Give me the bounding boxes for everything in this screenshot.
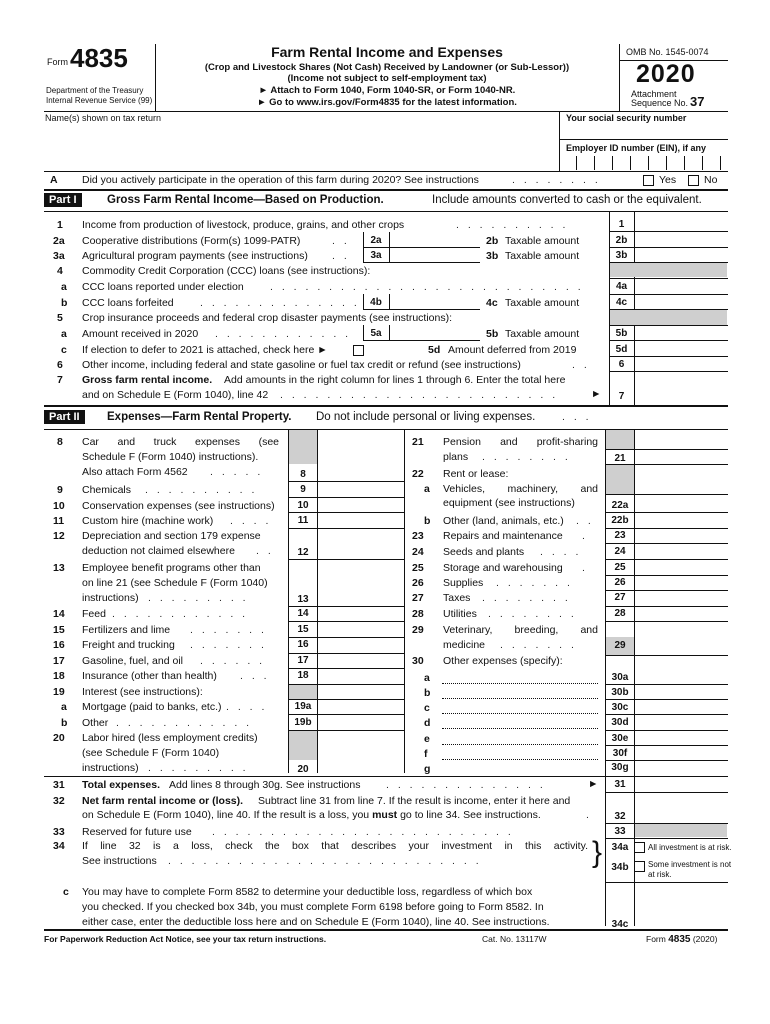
line-34c-amount[interactable] bbox=[635, 913, 727, 927]
line-5d-label: Amount deferred from 2019 bbox=[448, 344, 577, 356]
line-29-label-2: medicine bbox=[443, 639, 486, 651]
line-30-label: Other expenses (specify): bbox=[443, 655, 563, 667]
line-2b-label: Taxable amount bbox=[505, 235, 580, 247]
line-15-amount[interactable] bbox=[318, 622, 404, 636]
line-17-amount[interactable] bbox=[318, 654, 404, 668]
line-22b-amount[interactable] bbox=[635, 513, 727, 527]
line-8-label-2: Schedule F (Form 1040) instructions). bbox=[82, 451, 259, 463]
form-word: Form bbox=[47, 57, 68, 67]
line-13-amount[interactable] bbox=[318, 591, 404, 605]
sequence-number: 37 bbox=[690, 94, 705, 109]
ein-field[interactable] bbox=[576, 156, 726, 170]
line-34b-option-2: at risk. bbox=[648, 870, 672, 879]
line-16-label: Freight and trucking bbox=[82, 639, 175, 651]
line-14-amount[interactable] bbox=[318, 607, 404, 621]
form-title: Farm Rental Income and Expenses bbox=[271, 44, 503, 60]
line-4-label: Commodity Credit Corporation (CCC) loans (see instructions): bbox=[82, 265, 371, 277]
line-3b-label: Taxable amount bbox=[505, 250, 580, 262]
line-22-label: Rent or lease: bbox=[443, 468, 509, 480]
line-26-amount[interactable] bbox=[635, 576, 727, 590]
line-1-amount[interactable] bbox=[635, 213, 727, 229]
irs-line: Internal Revenue Service (99) bbox=[46, 96, 153, 105]
line-34a-checkbox[interactable] bbox=[634, 842, 645, 853]
line-10-label: Conservation expenses (see instructions) bbox=[82, 500, 275, 512]
ssn-field[interactable] bbox=[562, 124, 726, 138]
line-13-label-1: Employee benefit programs other than bbox=[82, 562, 261, 574]
tax-year: 2020 bbox=[636, 60, 696, 88]
line-30g-amount[interactable] bbox=[635, 761, 727, 775]
line-11-amount[interactable] bbox=[318, 513, 404, 527]
line-27-amount[interactable] bbox=[635, 591, 727, 605]
line-5d-amount[interactable] bbox=[635, 341, 727, 355]
line-2b-amount[interactable] bbox=[635, 232, 727, 247]
line-12-label-1: Depreciation and section 179 expense bbox=[82, 530, 261, 542]
line-20-label-3: instructions) bbox=[82, 762, 139, 774]
line-30e-amount[interactable] bbox=[635, 731, 727, 745]
line-22b-label: Other (land, animals, etc.) bbox=[443, 515, 564, 527]
line-29-label-1: Veterinary, breeding, and bbox=[443, 624, 598, 636]
line-3a-label: Agricultural program payments (see instructions) bbox=[82, 250, 308, 262]
line-32-label-1: Subtract line 31 from line 7. If the result is income, enter it here and bbox=[258, 795, 571, 807]
line-30d-description[interactable] bbox=[442, 728, 598, 729]
line-20-label-2: (see Schedule F (Form 1040) bbox=[82, 747, 220, 759]
line-24-amount[interactable] bbox=[635, 544, 727, 558]
part2-subtitle: Do not include personal or living expenses. bbox=[316, 411, 536, 423]
line-23-amount[interactable] bbox=[635, 529, 727, 543]
line-22a-amount[interactable] bbox=[635, 495, 727, 511]
line-8-label-3: Also attach Form 4562 bbox=[82, 466, 188, 478]
form-subtitle-1: (Crop and Livestock Shares (Not Cash) Received by Landowner (or Sub-Lessor)) bbox=[204, 62, 570, 73]
line-10-amount[interactable] bbox=[318, 498, 404, 512]
line-19b-label: Other bbox=[82, 717, 109, 729]
line-33-label: Reserved for future use bbox=[82, 826, 192, 838]
attach-instruction: ► Attach to Form 1040, Form 1040-SR, or Form 1040-NR. bbox=[258, 85, 516, 96]
line-3a-amount[interactable] bbox=[390, 247, 480, 261]
line-21-label-2: plans bbox=[443, 451, 469, 463]
line-5-label: Crop insurance proceeds and federal crop disaster payments (see instructions): bbox=[82, 312, 453, 324]
part1-label: Part I bbox=[44, 193, 82, 207]
line-a-no-checkbox[interactable] bbox=[688, 175, 699, 186]
line-2a-amount[interactable] bbox=[390, 232, 480, 246]
line-4c-amount[interactable] bbox=[635, 295, 727, 309]
line-22a-label-1: Vehicles, machinery, and bbox=[443, 483, 598, 495]
line-31-amount[interactable] bbox=[635, 777, 727, 791]
line-5c-checkbox[interactable] bbox=[353, 345, 364, 356]
line-19a-label: Mortgage (paid to banks, etc.) bbox=[82, 701, 222, 713]
footer-form-id: Form 4835 (2020) bbox=[646, 934, 718, 945]
line-5b-label: Taxable amount bbox=[505, 328, 580, 340]
line-7-title: Gross farm rental income. bbox=[82, 374, 213, 386]
part2-title: Expenses—Farm Rental Property. bbox=[107, 411, 292, 423]
line-32-amount[interactable] bbox=[635, 808, 727, 822]
line-30c-amount[interactable] bbox=[635, 700, 727, 714]
line-a-letter: A bbox=[50, 174, 58, 186]
names-label: Name(s) shown on tax return bbox=[45, 113, 162, 123]
line-21-label-1: Pension and profit-sharing bbox=[443, 436, 598, 448]
brace-icon: } bbox=[592, 836, 603, 869]
line-17-label: Gasoline, fuel, and oil bbox=[82, 655, 183, 667]
line-7-instruction: Add amounts in the right column for lines 1 through 6. Enter the total here bbox=[224, 374, 566, 386]
line-23-label: Repairs and maintenance bbox=[443, 530, 563, 542]
form-number: 4835 bbox=[70, 43, 128, 73]
part1-title: Gross Farm Rental Income—Based on Production. bbox=[107, 194, 384, 206]
line-34a-option: All investment is at risk. bbox=[648, 843, 732, 852]
line-4b-label: CCC loans forfeited bbox=[82, 297, 174, 309]
line-34c-label-1: You may have to complete Form 8582 to determine your deductible loss, regardless of which box bbox=[82, 886, 533, 898]
line-30b-description[interactable] bbox=[442, 698, 598, 699]
part1-subtitle: Include amounts converted to cash or the equivalent. bbox=[432, 194, 702, 206]
line-8-amount[interactable] bbox=[318, 465, 404, 480]
line-7-instruction-2: and on Schedule E (Form 1040), line 42 bbox=[82, 389, 269, 401]
sequence-label: Sequence No. bbox=[631, 98, 689, 108]
line-27-label: Taxes bbox=[443, 592, 471, 604]
line-14-label: Feed bbox=[82, 608, 106, 620]
ssn-label: Your social security number bbox=[566, 113, 687, 123]
names-field[interactable] bbox=[45, 125, 555, 169]
arrow-icon: ► bbox=[591, 388, 602, 400]
line-22a-label-2: equipment (see instructions) bbox=[443, 497, 575, 509]
line-34c-label-3: either case, enter the deductible loss here and on Schedule E (Form 1040), line 40. See instructions. bbox=[82, 916, 550, 928]
line-28-amount[interactable] bbox=[635, 607, 727, 621]
line-12-label-2: deduction not claimed elsewhere bbox=[82, 545, 235, 557]
line-a-no-label: No bbox=[704, 174, 718, 186]
line-24-label: Seeds and plants bbox=[443, 546, 525, 558]
line-34b-checkbox[interactable] bbox=[634, 861, 645, 872]
line-12-amount[interactable] bbox=[318, 544, 404, 558]
line-31-title: Total expenses. bbox=[82, 779, 161, 791]
line-11-label: Custom hire (machine work) bbox=[82, 515, 214, 527]
department: Department of the Treasury bbox=[46, 86, 144, 95]
line-31-label: Add lines 8 through 30g. See instructions bbox=[169, 779, 361, 791]
ein-label: Employer ID number (EIN), if any bbox=[566, 143, 707, 153]
line-7-amount[interactable] bbox=[635, 388, 727, 404]
part2-label: Part II bbox=[44, 410, 85, 424]
line-a-yes-label: Yes bbox=[659, 174, 677, 186]
line-20-amount[interactable] bbox=[318, 761, 404, 773]
line-5b-amount[interactable] bbox=[635, 326, 727, 340]
line-34-label-1: If line 32 is a loss, check the box that describes your investment in this activity. bbox=[82, 840, 588, 852]
line-25-amount[interactable] bbox=[635, 560, 727, 574]
line-1-label: Income from production of livestock, produce, grains, and other crops bbox=[82, 219, 405, 231]
arrow-icon: ► bbox=[588, 778, 599, 790]
line-a-yes-checkbox[interactable] bbox=[643, 175, 654, 186]
line-30a-amount[interactable] bbox=[635, 670, 727, 684]
line-4a-amount[interactable] bbox=[635, 279, 727, 293]
line-6-amount[interactable] bbox=[635, 357, 727, 371]
line-4a-label: CCC loans reported under election bbox=[82, 281, 244, 293]
line-8-label-1: Car and truck expenses (see bbox=[82, 436, 279, 448]
line-21-amount[interactable] bbox=[635, 450, 727, 464]
omb-number: OMB No. 1545-0074 bbox=[626, 47, 709, 57]
line-19b-amount[interactable] bbox=[318, 715, 404, 729]
line-30d-amount[interactable] bbox=[635, 715, 727, 729]
line-34c-label-2: you checked. If you checked box 34b, you must complete Form 6198 before going to Form 8582. In bbox=[82, 901, 544, 913]
attachment-label: Attachment bbox=[631, 89, 677, 99]
line-5a-amount[interactable] bbox=[390, 325, 480, 339]
line-5c-label: If election to defer to 2021 is attached, check here ► bbox=[82, 344, 328, 356]
line-30f-description[interactable] bbox=[442, 759, 598, 760]
line-30c-description[interactable] bbox=[442, 713, 598, 714]
goto-instruction: ► Go to www.irs.gov/Form4835 for the latest information. bbox=[257, 97, 517, 108]
line-20-label-1: Labor hired (less employment credits) bbox=[82, 732, 258, 744]
line-29-amount[interactable] bbox=[635, 638, 727, 654]
line-2a-label: Cooperative distributions (Form(s) 1099-PATR) bbox=[82, 235, 301, 247]
line-30b-amount[interactable] bbox=[635, 685, 727, 699]
line-19-label: Interest (see instructions): bbox=[82, 686, 203, 698]
line-34b-option-1: Some investment is not bbox=[648, 860, 732, 869]
line-9-label: Chemicals bbox=[82, 484, 132, 496]
line-3b-amount[interactable] bbox=[635, 248, 727, 262]
line-5a-label: Amount received in 2020 bbox=[82, 328, 199, 340]
line-15-label: Fertilizers and lime bbox=[82, 624, 171, 636]
line-28-label: Utilities bbox=[443, 608, 477, 620]
line-16-amount[interactable] bbox=[318, 638, 404, 652]
line-26-label: Supplies bbox=[443, 577, 484, 589]
line-18-amount[interactable] bbox=[318, 669, 404, 683]
line-30a-description[interactable] bbox=[442, 683, 598, 684]
line-4c-label: Taxable amount bbox=[505, 297, 580, 309]
line-13-label-3: instructions) bbox=[82, 592, 139, 604]
line-32-label-2: on Schedule E (Form 1040), line 40. If the result is a loss, you must go to line 34. See instructions. bbox=[82, 809, 541, 821]
form-subtitle-2: (Income not subject to self-employment tax) bbox=[287, 73, 487, 84]
line-19a-amount[interactable] bbox=[318, 700, 404, 714]
line-4b-amount[interactable] bbox=[390, 294, 480, 308]
line-30f-amount[interactable] bbox=[635, 746, 727, 760]
line-13-label-2: on line 21 (see Schedule F (Form 1040) bbox=[82, 577, 268, 589]
line-32-title: Net farm rental income or (loss). bbox=[82, 795, 244, 807]
line-30e-description[interactable] bbox=[442, 744, 598, 745]
line-18-label: Insurance (other than health) bbox=[82, 670, 217, 682]
line-9-amount[interactable] bbox=[318, 482, 404, 496]
line-34-label-2: See instructions bbox=[82, 855, 157, 867]
paperwork-notice: For Paperwork Reduction Act Notice, see your tax return instructions. bbox=[44, 934, 327, 944]
line-6-label: Other income, including federal and state gasoline or fuel tax credit or refund (see instructions) bbox=[82, 359, 521, 371]
catalog-number: Cat. No. 13117W bbox=[482, 934, 547, 944]
line-25-label: Storage and warehousing bbox=[443, 562, 563, 574]
line-a-question: Did you actively participate in the operation of this farm during 2020? See instructions bbox=[82, 174, 479, 186]
